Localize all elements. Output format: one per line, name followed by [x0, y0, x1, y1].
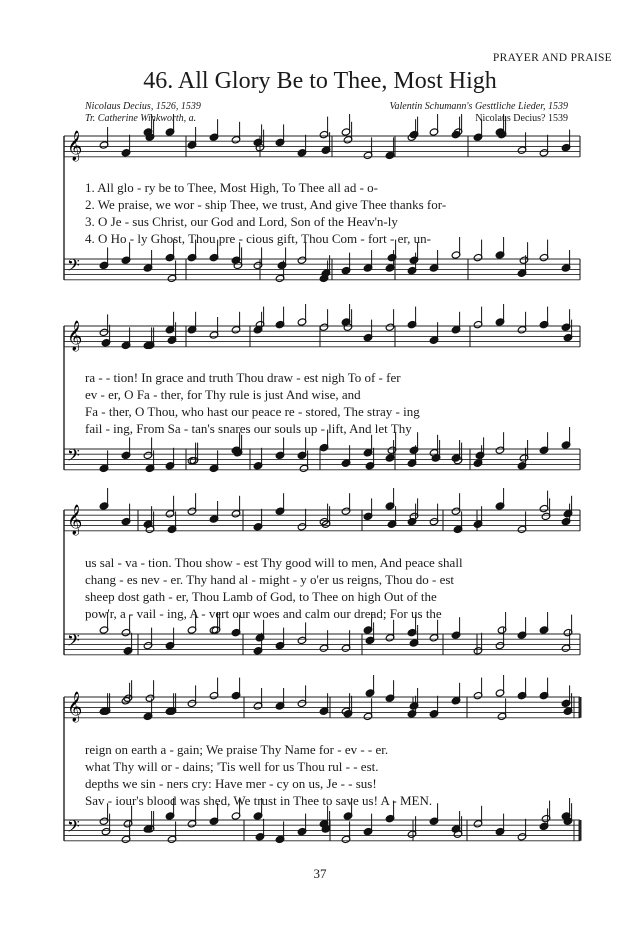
verse-line: 2. We praise, we wor - ship Thee, we trust, And give Thee thanks for- [85, 197, 447, 212]
verse-line: fail - ing, From Sa - tan's snares our souls up - lift, And let Thy [85, 421, 412, 436]
text-credit-line-1: Nicolaus Decius, 1526, 1539 [85, 101, 201, 112]
treble-clef: 𝄞 [67, 505, 83, 535]
treble-clef: 𝄞 [67, 131, 83, 161]
bass-clef: 𝄢 [67, 630, 80, 654]
verse-line: Sav - iour's blood was shed, We trust in Thee to save us! A - MEN. [85, 793, 433, 808]
section-heading: PRAYER AND PRAISE [492, 52, 612, 64]
verse-line: 4. O Ho - ly Ghost, Thou pre - cious gift, Thou Com - fort - er, un- [85, 231, 431, 246]
verse-line: Fa - ther, O Thou, who hast our peace re - stored, The stray - ing [85, 404, 420, 419]
tune-credit-line-2: Nicolaus Decius? 1539 [475, 113, 568, 124]
treble-clef: 𝄞 [67, 321, 83, 351]
bass-clef: 𝄢 [67, 816, 80, 840]
verse-line: reign on earth a - gain; We praise Thy Name for - ev - - er. [85, 742, 389, 757]
verse-line: us sal - va - tion. Thou show - est Thy good will to men, And peace shall [85, 555, 463, 570]
bass-clef: 𝄢 [67, 445, 80, 469]
verse-line: depths we sin - ners cry: Have mer - cy on us, Je - - sus! [85, 776, 377, 791]
page-number: 37 [313, 866, 327, 881]
verse-line: pow'r, a - vail - ing, A - vert our woes and calm our dread; For us the [85, 606, 442, 621]
verse-line: what Thy will or - dains; 'Tis well for us Thou rul - - est. [85, 759, 379, 774]
text-credit-line-2: Tr. Catherine Winkworth, a. [85, 113, 197, 124]
verse-line: 3. O Je - sus Christ, our God and Lord, Son of the Heav'n-ly [85, 214, 398, 229]
tune-credit-line-1: Valentin Schumann's Gesttliche Lieder, 1539 [389, 101, 568, 112]
bass-clef: 𝄢 [67, 255, 80, 279]
hymn-title: 46. All Glory Be to Thee, Most High [143, 68, 497, 94]
verse-line: 1. All glo - ry be to Thee, Most High, To Thee all ad - o- [85, 180, 378, 195]
verse-line: sheep dost gath - er, Thou Lamb of God, to Thee on high Out of the [85, 589, 437, 604]
treble-clef: 𝄞 [67, 692, 83, 722]
verse-line: ra - - tion! In grace and truth Thou draw - est nigh To of - fer [85, 370, 401, 385]
verse-line: chang - es nev - er. Thy hand al - might - y o'er us reigns, Thou do - est [85, 572, 455, 587]
verse-line: ev - er, O Fa - ther, for Thy rule is just And wise, and [85, 387, 361, 402]
